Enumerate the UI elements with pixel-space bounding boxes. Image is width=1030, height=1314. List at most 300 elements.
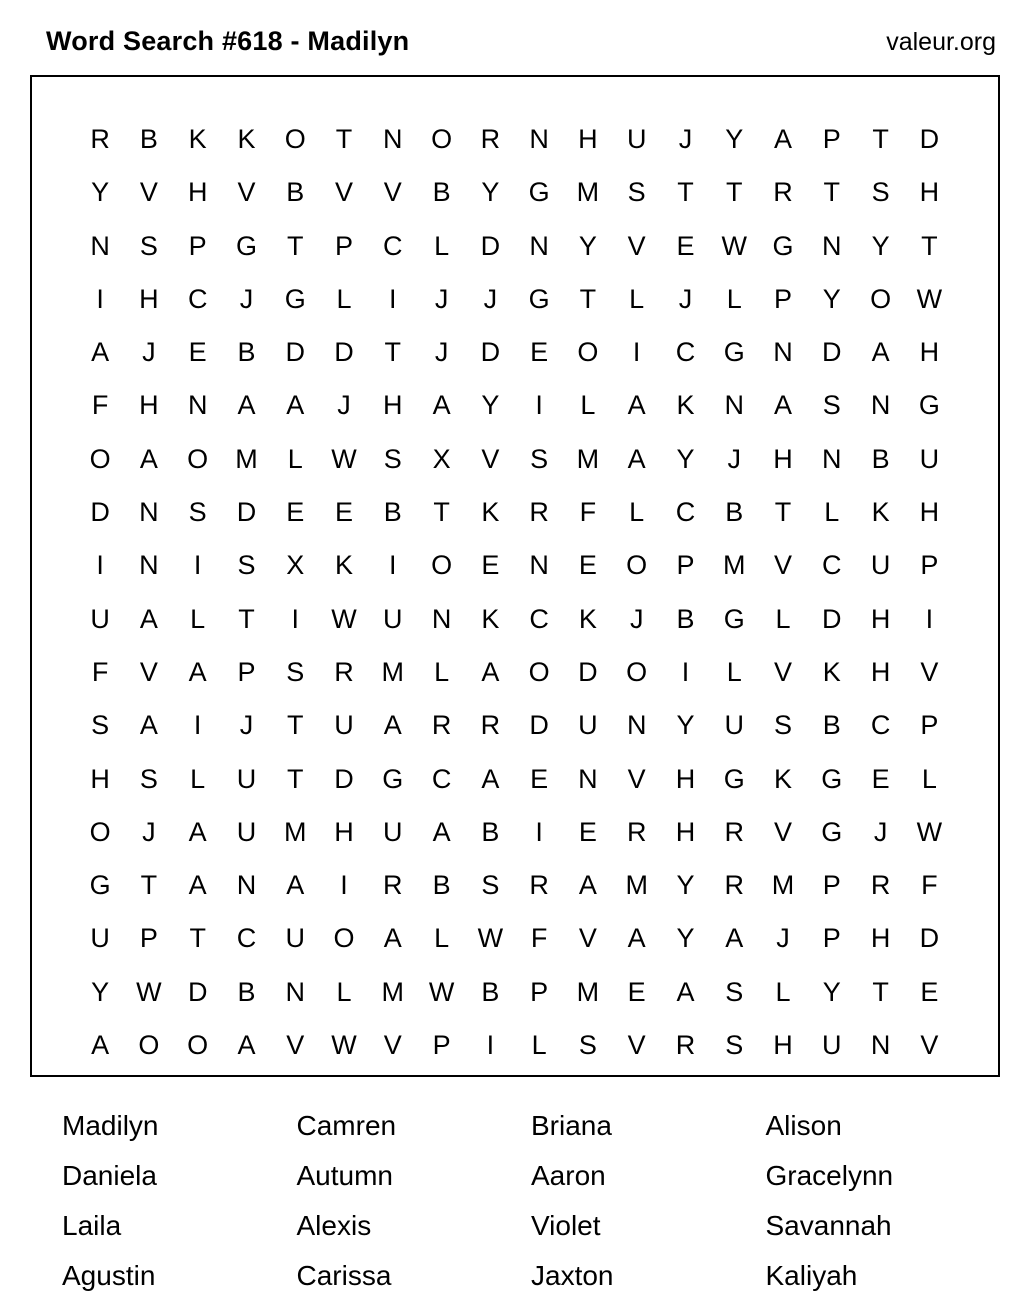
grid-letter: E [335,497,354,528]
grid-letter: A [383,710,403,741]
grid-letter: T [433,497,451,528]
word-list-item: Savannah [765,1210,892,1241]
grid-letter: L [775,976,792,1007]
grid-letter: N [139,497,160,528]
grid-letter: H [773,1030,794,1061]
grid-letter: V [139,177,159,208]
grid-letter: B [432,177,452,208]
grid-letter: L [434,230,450,261]
grid-letter: A [725,923,744,954]
grid-letter: F [91,656,109,687]
grid-letter: U [626,124,647,154]
grid-letter: V [383,1030,403,1061]
grid-letter: N [236,870,257,901]
grid-letter: S [627,177,647,208]
grid-letter: N [187,390,208,421]
grid-letter: W [136,976,163,1007]
grid-letter: P [237,656,256,687]
grid-letter: H [870,656,891,687]
grid-letter: W [916,283,943,314]
grid-letter: T [921,230,939,261]
grid-letter: M [576,976,600,1007]
grid-letter: H [675,816,696,847]
grid-letter: D [919,923,940,954]
grid-letter: L [190,763,206,794]
grid-letter: D [822,337,843,368]
grid-letter: Y [481,390,500,421]
grid-letter: B [481,816,500,847]
grid-letter: S [188,497,208,528]
grid-letter: D [480,337,501,368]
grid-letter: O [138,1030,160,1061]
grid-letter: K [822,656,842,687]
grid-letter: O [626,550,648,581]
grid-letter: V [383,177,403,208]
grid-letter: U [724,710,745,741]
grid-letter: N [724,390,745,421]
grid-letter: A [432,816,452,847]
grid-letter: C [529,603,550,634]
grid-letter: E [530,337,549,368]
grid-letter: Y [676,870,695,901]
grid-letter: U [383,816,404,847]
grid-letter: L [336,283,353,314]
grid-letter: I [535,390,544,421]
grid-letter: E [578,550,598,581]
grid-letter: R [626,816,647,847]
grid-letter: C [187,283,208,314]
grid-letter: R [724,816,745,847]
word-list-item: Kaliyah [765,1260,858,1291]
grid-letter: U [334,710,355,741]
grid-letter: E [481,550,500,581]
grid-letter: A [237,1030,256,1061]
word-list-item: Alison [765,1110,842,1141]
grid-letter: D [919,124,940,154]
grid-letter: J [776,923,791,954]
grid-letter: S [725,976,744,1007]
grid-letter: V [286,1030,305,1061]
grid-letter: X [286,550,305,581]
grid-letter: A [627,390,647,421]
grid-letter: K [578,603,598,634]
grid-letter: I [535,816,544,847]
grid-letter: N [870,1030,891,1061]
grid-letter: P [774,283,793,314]
grid-letter: L [434,923,450,954]
grid-letter: H [578,124,599,154]
grid-letter: A [139,603,159,634]
grid-letter: O [187,443,209,474]
grid-letter: Y [676,443,695,474]
grid-letter: S [578,1030,598,1061]
grid-letter: Y [822,283,842,314]
grid-letter: I [925,603,934,634]
grid-letter: A [432,390,452,421]
grid-letter: K [676,390,695,421]
grid-letter: P [139,923,159,954]
grid-letter: L [531,1030,548,1061]
grid-letter: S [871,177,891,208]
grid-letter: V [481,443,500,474]
grid-letter: A [774,124,793,154]
grid-letter: Y [822,976,842,1007]
grid-letter: S [139,763,159,794]
grid-letter: H [383,390,404,421]
grid-letter: U [285,923,306,954]
grid-letter: U [919,443,940,474]
grid-letter: S [139,230,159,261]
grid-letter: T [384,337,402,368]
grid-letter: V [578,923,598,954]
grid-letter: L [824,497,840,528]
grid-letter: U [90,923,111,954]
grid-letter: T [677,177,695,208]
grid-letter: N [529,230,550,261]
grid-letter: K [335,550,354,581]
grid-letter: P [920,710,939,741]
grid-letter: V [627,1030,647,1061]
grid-letter: V [774,656,793,687]
grid-letter: N [870,390,891,421]
grid-letter: T [286,230,304,261]
grid-letter: P [530,976,549,1007]
grid-letter: O [626,656,648,687]
word-list-item: Madilyn [62,1110,159,1141]
grid-letter: N [431,603,452,634]
grid-letter: B [871,443,891,474]
grid-letter: M [722,550,746,581]
grid-letter: L [434,656,450,687]
grid-letter: L [726,283,743,314]
grid-letter: M [576,443,600,474]
grid-letter: J [239,283,254,314]
grid-letter: U [870,550,891,581]
grid-letter: G [235,230,258,261]
page-header [0,0,1030,57]
grid-letter: T [725,177,743,208]
grid-letter: G [382,763,404,794]
word-list-item: Jaxton [531,1260,614,1291]
grid-letter: S [383,443,403,474]
grid-letter: V [237,177,256,208]
grid-letter: C [431,763,452,794]
grid-letter: Y [91,976,110,1007]
grid-letter: T [140,870,158,901]
grid-letter: H [675,763,696,794]
grid-letter: S [91,710,110,741]
grid-letter: T [286,763,304,794]
letter-grid [76,113,954,1072]
grid-letter: D [285,337,306,368]
grid-letter: G [821,763,843,794]
grid-letter: Y [481,177,500,208]
grid-letter: U [236,816,257,847]
grid-letter: C [236,923,257,954]
grid-letter: D [334,763,355,794]
grid-letter: F [530,923,548,954]
puzzle-grid-container [30,75,1000,1077]
grid-letter: O [431,124,453,154]
grid-letter: A [139,443,159,474]
grid-letter: A [188,656,208,687]
grid-letter: J [239,710,254,741]
grid-letter: L [580,390,596,421]
grid-letter: B [286,177,305,208]
word-list-item: Agustin [62,1260,156,1291]
grid-letter: B [822,710,842,741]
grid-letter: W [331,603,358,634]
grid-letter: L [629,497,645,528]
grid-letter: Y [725,124,744,154]
grid-letter: G [918,390,941,421]
word-list-item: Camren [296,1110,397,1141]
grid-letter: I [389,283,398,314]
grid-letter: S [725,1030,744,1061]
grid-letter: B [139,124,159,154]
grid-letter: G [284,283,307,314]
grid-letter: I [340,870,349,901]
grid-letter: R [773,177,794,208]
grid-letter: N [578,763,599,794]
grid-letter: A [188,816,208,847]
grid-letter: G [772,230,795,261]
grid-letter: I [96,283,105,314]
word-list-item: Daniela [62,1160,157,1191]
grid-letter: F [921,870,939,901]
grid-letter: L [775,603,792,634]
grid-letter: E [871,763,891,794]
grid-letter: T [823,177,841,208]
grid-letter: D [187,976,208,1007]
grid-letter: D [578,656,599,687]
grid-letter: I [291,603,300,634]
word-list-item: Aaron [531,1160,606,1191]
grid-letter: W [721,230,748,261]
grid-letter: P [920,550,939,581]
grid-letter: W [916,816,943,847]
grid-letter: Y [676,710,695,741]
grid-letter: R [724,870,745,901]
grid-letter: E [286,497,305,528]
grid-letter: S [774,710,793,741]
grid-letter: H [139,390,160,421]
grid-letter: N [529,124,550,154]
grid-letter: C [675,337,696,368]
grid-letter: J [142,337,157,368]
word-list-item: Carissa [296,1260,392,1291]
grid-letter: V [627,230,647,261]
grid-letter: O [187,1030,209,1061]
grid-letter: G [723,763,746,794]
grid-letter: J [337,390,352,421]
grid-letter: D [822,603,843,634]
site-name: valeur.org [886,28,996,56]
grid-letter: V [774,816,793,847]
word-list-item: Laila [62,1210,122,1241]
grid-letter: H [187,177,208,208]
grid-letter: Y [871,230,891,261]
grid-letter: A [871,337,891,368]
grid-letter: P [822,923,842,954]
grid-letter: H [773,443,794,474]
grid-letter: G [528,283,551,314]
grid-letter: J [678,124,693,154]
grid-letter: S [237,550,256,581]
grid-letter: A [578,870,598,901]
grid-letter: R [870,870,891,901]
grid-letter: A [286,390,305,421]
grid-letter: C [383,230,404,261]
word-list-item: Autumn [296,1160,393,1191]
grid-letter: T [774,497,792,528]
grid-letter: M [576,177,600,208]
grid-letter: K [237,124,256,154]
grid-letter: M [381,976,405,1007]
grid-letter: S [481,870,500,901]
grid-letter: P [432,1030,452,1061]
grid-letter: I [632,337,641,368]
grid-letter: J [873,816,888,847]
grid-letter: R [675,1030,696,1061]
page-title: Word Search #618 - Madilyn [46,26,410,56]
grid-letter: R [480,710,501,741]
grid-letter: C [870,710,891,741]
grid-letter: B [237,337,256,368]
grid-letter: G [89,870,112,901]
grid-letter: K [481,497,500,528]
grid-letter: H [919,337,940,368]
grid-letter: W [331,1030,358,1061]
grid-letter: P [822,870,842,901]
grid-letter: K [774,763,793,794]
grid-letter: K [481,603,500,634]
grid-letter: J [483,283,498,314]
grid-letter: J [142,816,157,847]
grid-letter: A [627,443,647,474]
grid-letter: I [96,550,105,581]
grid-letter: S [530,443,549,474]
grid-letter: R [383,870,404,901]
grid-letter: K [188,124,208,154]
grid-letter: B [481,976,500,1007]
grid-letter: X [432,443,452,474]
grid-letter: I [681,656,690,687]
grid-letter: I [389,550,398,581]
grid-letter: B [676,603,695,634]
grid-letter: U [822,1030,843,1061]
grid-letter: Y [578,230,598,261]
grid-letter: U [578,710,599,741]
grid-letter: H [334,816,355,847]
grid-letter: C [822,550,843,581]
grid-letter: H [919,177,940,208]
word-list-item: Alexis [296,1210,372,1241]
grid-letter: D [529,710,550,741]
grid-letter: L [336,976,353,1007]
grid-letter: J [629,603,644,634]
grid-letter: R [334,656,355,687]
grid-letter: N [822,443,843,474]
grid-letter: A [627,923,647,954]
grid-letter: S [286,656,305,687]
grid-letter: T [335,124,353,154]
word-list-item: Violet [531,1210,601,1241]
grid-letter: R [480,124,501,154]
grid-letter: A [237,390,256,421]
grid-letter: T [579,283,597,314]
grid-letter: F [91,390,109,421]
grid-letter: G [528,177,551,208]
grid-letter: H [870,923,891,954]
grid-letter: S [822,390,842,421]
grid-letter: J [434,337,449,368]
grid-letter: D [480,230,501,261]
grid-letter: N [822,230,843,261]
grid-letter: I [486,1030,495,1061]
grid-letter: W [428,976,455,1007]
grid-letter: W [331,443,358,474]
grid-letter: A [188,870,208,901]
grid-letter: L [629,283,645,314]
grid-letter: A [481,656,500,687]
grid-letter: P [188,230,208,261]
grid-letter: D [90,497,111,528]
grid-letter: L [287,443,304,474]
grid-letter: B [237,976,256,1007]
grid-letter: R [90,124,111,154]
grid-letter: A [91,337,110,368]
grid-letter: U [236,763,257,794]
grid-letter: O [89,816,112,847]
grid-letter: N [383,124,404,154]
grid-letter: R [431,710,452,741]
grid-letter: I [193,710,202,741]
grid-letter: E [530,763,549,794]
grid-letter: N [139,550,160,581]
grid-letter: G [821,816,843,847]
grid-letter: T [872,124,890,154]
grid-letter: O [284,124,307,154]
grid-letter: G [723,337,746,368]
grid-letter: I [193,550,202,581]
grid-letter: O [89,443,112,474]
grid-letter: R [529,870,550,901]
grid-letter: A [383,923,403,954]
grid-letter: A [139,710,159,741]
grid-letter: V [920,656,939,687]
grid-letter: B [383,497,403,528]
grid-letter: T [189,923,207,954]
grid-letter: B [725,497,744,528]
grid-letter: O [870,283,892,314]
grid-letter: Y [91,177,110,208]
grid-letter: D [236,497,257,528]
grid-letter: L [190,603,206,634]
grid-letter: P [335,230,354,261]
grid-letter: T [286,710,304,741]
grid-letter: N [773,337,794,368]
grid-letter: V [335,177,354,208]
grid-letter: N [285,976,306,1007]
grid-letter: N [626,710,647,741]
grid-letter: A [774,390,793,421]
grid-letter: J [727,443,742,474]
grid-letter: V [139,656,159,687]
grid-letter: T [238,603,256,634]
grid-letter: A [676,976,695,1007]
grid-letter: H [139,283,160,314]
